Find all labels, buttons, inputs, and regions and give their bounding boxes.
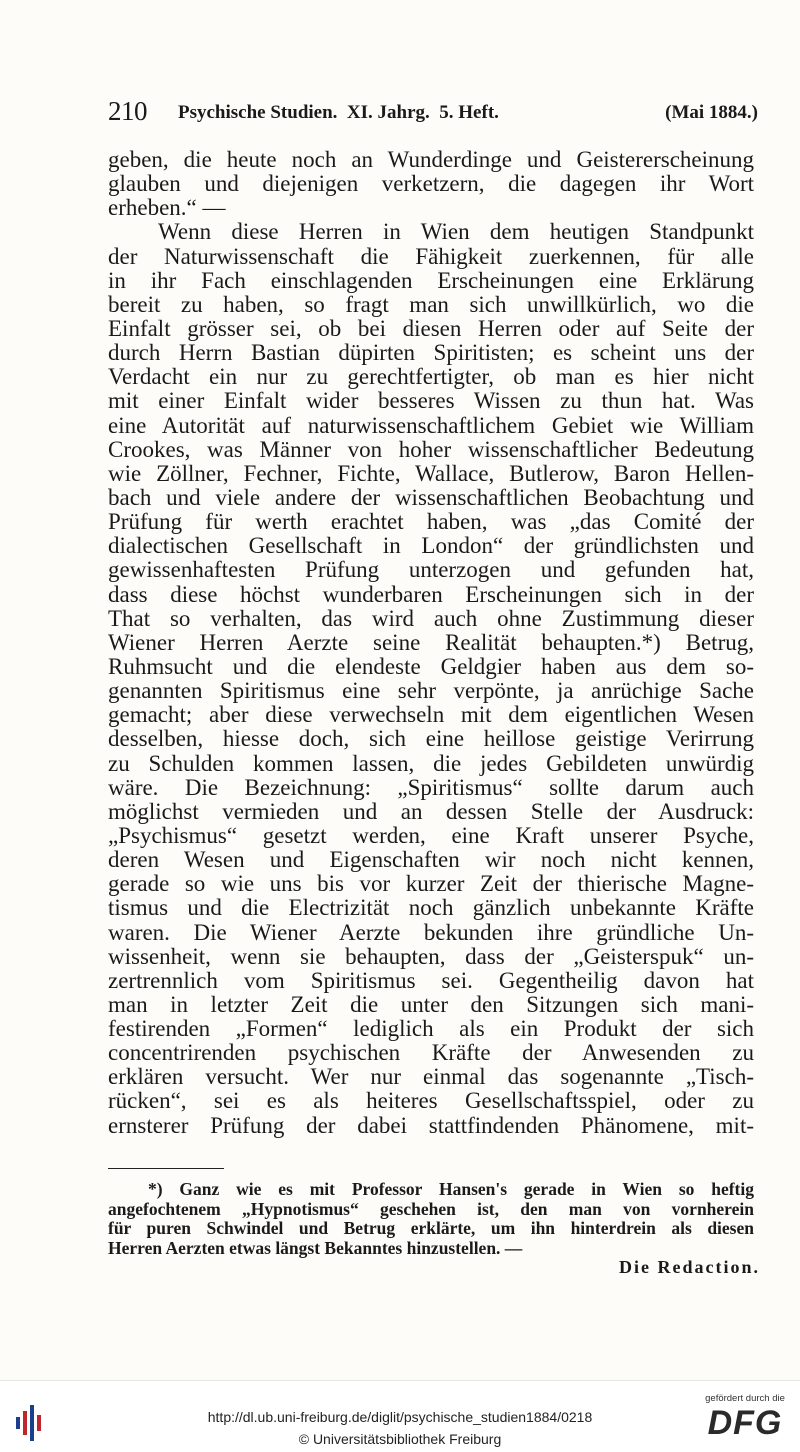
footnote-line: für puren Schwindel und Betrug erklärte, um ihn hinterdrein als diesen: [108, 1218, 754, 1238]
footnote-divider: [108, 1168, 224, 1169]
text-line: gemacht; aber diese verwechseln mit dem eigentlichen Wesen: [108, 702, 754, 728]
issue-date: (Mai 1884.): [665, 102, 758, 123]
text-line: gerade so wie uns bis vor kurzer Zeit der thierische Magne-: [108, 871, 754, 897]
text-line: genannten Spiritismus eine sehr verpönte, ja anrüchige Sache: [108, 678, 754, 704]
footnote-line: angefochtenem „Hypnotismus“ geschehen ist, den man von vornherein: [108, 1198, 754, 1219]
page-number: 210: [108, 96, 147, 126]
text-line: mit einer Einfalt wider besseres Wissen zu thun hat. Was: [108, 388, 754, 414]
text-line: wissenheit, wenn sie behaupten, dass der „Geisterspuk“ un-: [108, 943, 754, 969]
text-line: tismus und die Electrizität noch gänzlich unbekannte Kräfte: [108, 895, 754, 921]
footnote: [108, 1180, 754, 1258]
text-line: „Psychismus“ gesetzt werden, eine Kraft unserer Psyche,: [108, 822, 754, 848]
permalink-url[interactable]: http://dl.ub.uni-freiburg.de/diglit/psychische_studien1884/0218: [207, 1409, 593, 1425]
text-line: Einfalt grösser sei, ob bei diesen Herren oder auf Seite der: [108, 315, 754, 341]
text-line: ernsterer Prüfung der dabei stattfindenden Phänomene, mit-: [108, 1112, 754, 1138]
text-line: der Naturwissenschaft die Fähigkeit zuerkennen, für alle: [108, 243, 754, 269]
journal-running-head: Psychische Studien. XI. Jahrg. 5. Heft.: [178, 102, 499, 123]
text-line: durch Herrn Bastian düpirten Spiritisten; es scheint uns der: [108, 340, 754, 366]
text-line: eine Autorität auf naturwissenschaftlichem Gebiet wie William: [108, 412, 754, 438]
text-line: deren Wesen und Eigenschaften wir noch nicht kennen,: [108, 847, 754, 873]
dfg-funding-logo: [702, 1393, 788, 1448]
copyright-notice: © Universitätsbibliothek Freiburg: [298, 1431, 502, 1447]
text-line: Ruhmsucht und die elendeste Geldgier haben aus dem so-: [108, 653, 754, 679]
text-line: wie Zöllner, Fechner, Fichte, Wallace, Butlerow, Baron Hellen-: [108, 460, 754, 486]
text-line: glauben und diejenigen verketzern, die dagegen ihr Wort: [108, 171, 754, 197]
text-line: zu Schulden kommen lassen, die jedes Gebildeten unwürdig: [108, 750, 754, 776]
main-text: [108, 148, 754, 1138]
dfg-logo-icon: DFG: [707, 1404, 783, 1442]
text-line: rücken“, sei es als heiteres Gesellschaftsspiel, oder zu: [108, 1088, 754, 1114]
text-line: bereit zu haben, so fragt man sich unwillkürlich, wo die: [108, 291, 754, 317]
running-header: [108, 96, 758, 126]
text-line: in ihr Fach einschlagenden Erscheinungen eine Erklärung: [108, 267, 754, 293]
text-line: erklären versucht. Wer nur einmal das sogenannte „Tisch-: [108, 1064, 754, 1090]
text-line: möglichst vermieden und an dessen Stelle der Ausdruck:: [108, 798, 754, 824]
text-line: waren. Die Wiener Aerzte bekunden ihre gründliche Un-: [108, 919, 754, 945]
text-line: geben, die heute noch an Wunderdinge und Geistererscheinung: [108, 147, 754, 172]
funding-note: gefördert durch die: [705, 1393, 785, 1404]
footnote-line: *) Ganz wie es mit Professor Hansen's gerade in Wien so heftig: [148, 1179, 754, 1199]
text-line: man in letzter Zeit die unter den Sitzungen sich mani-: [108, 991, 754, 1017]
text-line: erheben.“ —: [108, 195, 226, 221]
text-line: Verdacht ein nur zu gerechtfertigter, ob man es hier nicht: [108, 364, 754, 390]
text-line: Wenn diese Herren in Wien dem heutigen Standpunkt: [158, 219, 754, 245]
text-line: gewissenhaftesten Prüfung unterzogen und gefunden hat,: [108, 557, 754, 583]
text-line: festirenden „Formen“ lediglich als ein Produkt der sich: [108, 1016, 754, 1042]
text-line: concentrirenden psychischen Kräfte der Anwesenden zu: [108, 1040, 754, 1066]
text-line: Wiener Herren Aerzte seine Realität behaupten.*) Betrug,: [108, 629, 754, 655]
footnote-line: Herren Aerzten etwas längst Bekanntes hinzustellen. —: [108, 1237, 523, 1258]
text-line: zertrennlich vom Spiritismus sei. Gegentheilig davon hat: [108, 967, 754, 993]
text-line: desselben, hiesse doch, sich eine heillose geistige Verirrung: [108, 726, 754, 752]
text-line: That so verhalten, das wird auch ohne Zustimmung dieser: [108, 605, 754, 631]
text-line: dass diese höchst wunderbaren Erscheinungen sich in der: [108, 581, 754, 607]
text-line: Prüfung für werth erachtet haben, was „das Comité der: [108, 509, 754, 535]
text-line: wäre. Die Bezeichnung: „Spiritismus“ sollte darum auch: [108, 774, 754, 800]
text-line: dialectischen Gesellschaft in London“ der gründlichsten und: [108, 533, 754, 559]
viewer-footer: [0, 1380, 800, 1452]
text-line: Crookes, was Männer von hoher wissenschaftlicher Bedeutung: [108, 436, 754, 462]
footnote-signature: Die Redaction.: [619, 1257, 760, 1277]
text-line: bach und viele andere der wissenschaftlichen Beobachtung und: [108, 484, 754, 510]
